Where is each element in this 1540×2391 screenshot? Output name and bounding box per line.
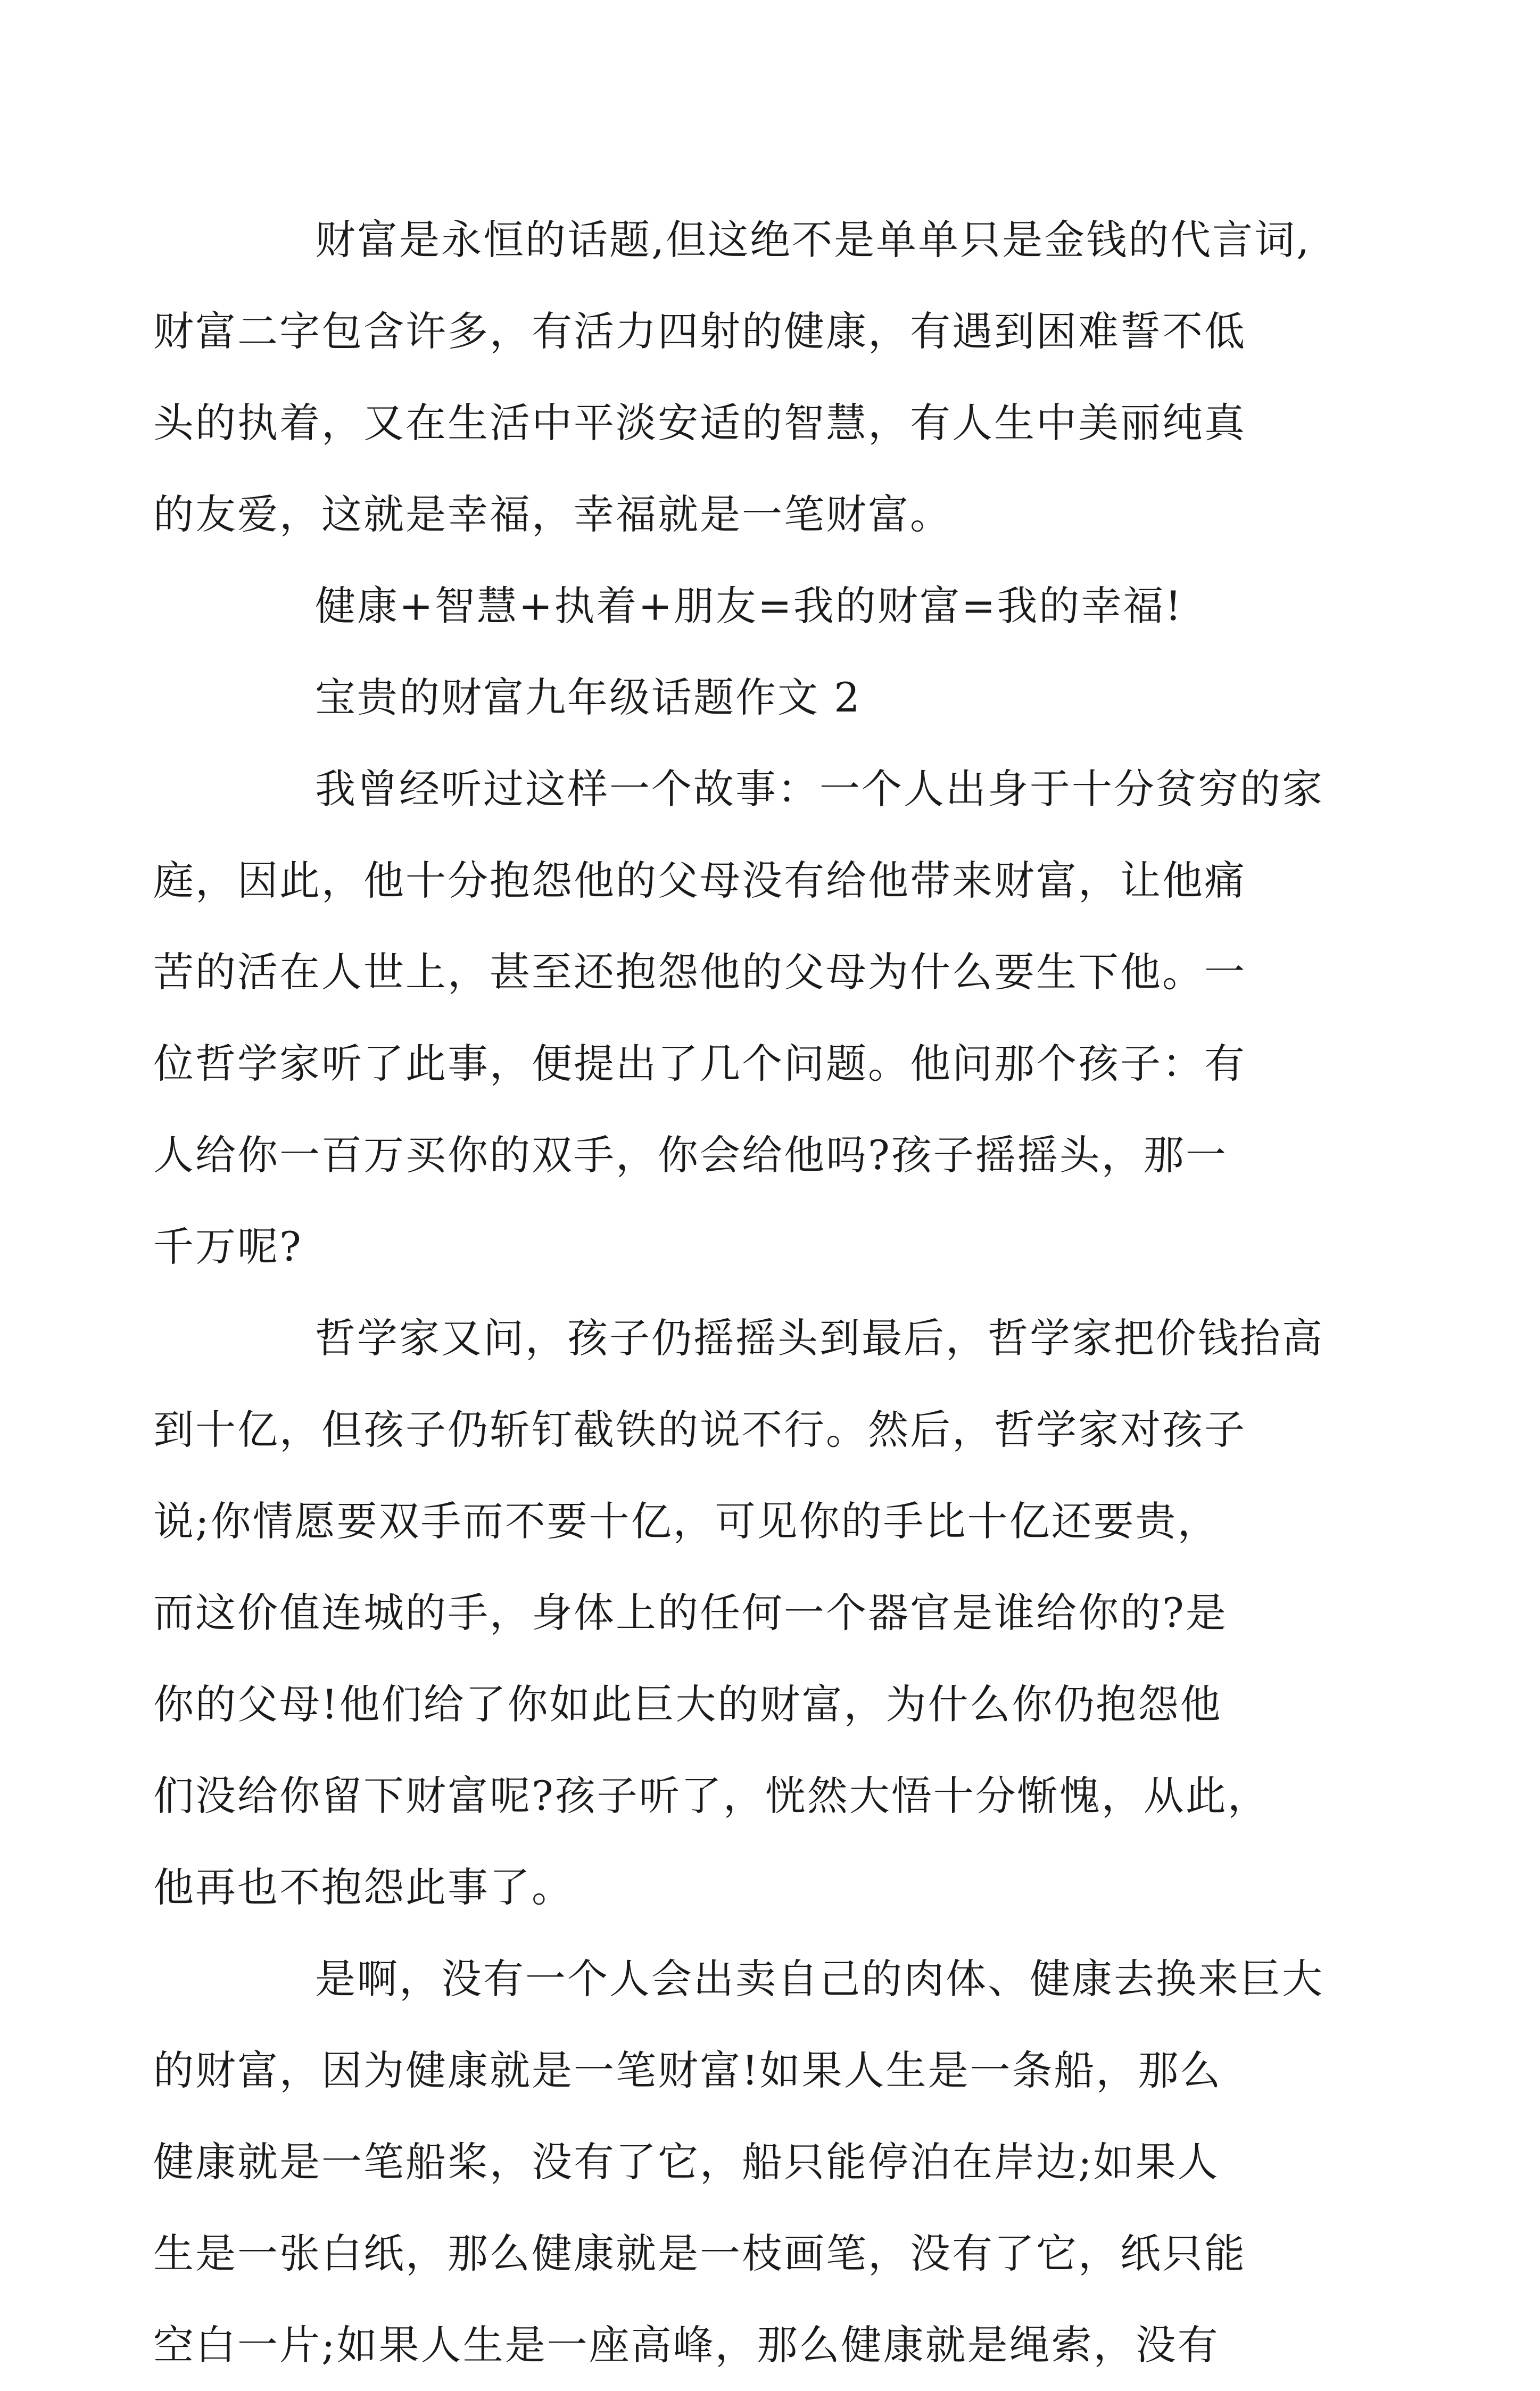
text-line: 他再也不抱怨此事了。 — [153, 1864, 574, 1911]
text-line: 空白一片;如果人生是一座高峰，那么健康就是绳索，没有 — [153, 2321, 1220, 2369]
text-line: 而这价值连城的手，身体上的任何一个器官是谁给你的?是 — [153, 1589, 1228, 1636]
text-line: 庭，因此，他十分抱怨他的父母没有给他带来财富，让他痛 — [153, 857, 1246, 904]
paragraph-1 — [153, 194, 1314, 560]
text-line: 我曾经听过这样一个故事：一个人出身于十分贫穷的家 — [315, 765, 1324, 813]
paragraph-3 — [153, 743, 1324, 1293]
paragraph-2 — [234, 560, 1314, 652]
text-line: 是啊，没有一个人会出卖自己的肉体、健康去换来巨大 — [315, 1955, 1324, 2003]
text-line: 健康+智慧+执着+朋友=我的财富=我的幸福! — [315, 582, 1183, 630]
paragraph-5 — [153, 1933, 1324, 2391]
text-line: 到十亿，但孩子仍斩钉截铁的说不行。然后，哲学家对孩子 — [153, 1406, 1246, 1453]
document-body — [153, 194, 1324, 2391]
text-line: 健康就是一笔船桨，没有了它，船只能停泊在岸边;如果人 — [153, 2138, 1220, 2186]
text-line: 说;你情愿要双手而不要十亿，可见你的手比十亿还要贵， — [153, 1498, 1220, 1545]
text-line: 头的执着，又在生活中平淡安适的智慧，有人生中美丽纯真 — [153, 399, 1246, 446]
text-line: 你的父母!他们给了你如此巨大的财富，为什么你仍抱怨他 — [153, 1681, 1222, 1728]
text-line: 的财富，因为健康就是一笔财富!如果人生是一条船，那么 — [153, 2047, 1222, 2094]
text-line: 生是一张白纸，那么健康就是一枝画笔，没有了它，纸只能 — [153, 2230, 1246, 2277]
text-line: 千万呢? — [153, 1223, 303, 1270]
heading-line: 宝贵的财富九年级话题作文 2 — [315, 674, 862, 721]
section-heading — [234, 652, 1314, 743]
text-line: 苦的活在人世上，甚至还抱怨他的父母为什么要生下他。一 — [153, 948, 1246, 996]
text-line: 位哲学家听了此事，便提出了几个问题。他问那个孩子：有 — [153, 1040, 1246, 1087]
text-line: 们没给你留下财富呢?孩子听了，恍然大悟十分惭愧，从此， — [153, 1772, 1270, 1819]
text-line: 哲学家又问，孩子仍摇摇头到最后，哲学家把价钱抬高 — [315, 1314, 1324, 1362]
text-line: 的友爱，这就是幸福，幸福就是一笔财富。 — [153, 491, 952, 538]
text-line: 财富二字包含许多，有活力四射的健康，有遇到困难誓不低 — [153, 308, 1246, 355]
text-line: 财富是永恒的话题,但这绝不是单单只是金钱的代言词, — [315, 216, 1311, 263]
paragraph-4 — [153, 1293, 1324, 1933]
text-line: 人给你一百万买你的双手，你会给他吗?孩子摇摇头，那一 — [153, 1131, 1228, 1179]
